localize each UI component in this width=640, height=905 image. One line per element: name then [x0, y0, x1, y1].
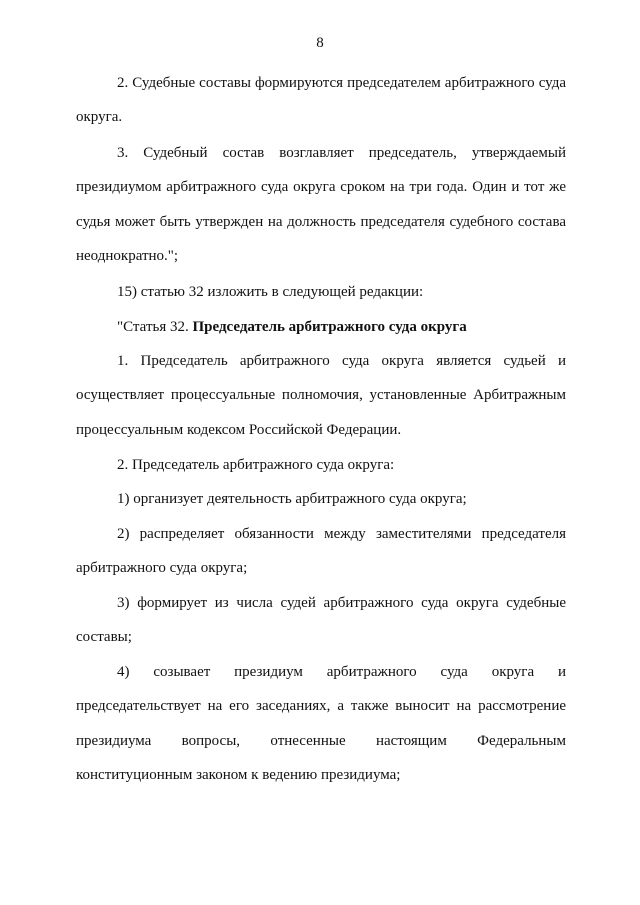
- paragraph-3-chairman: 3. Судебный состав возглавляет председатель, утверждаемый президиумом арбитражного суда округа сроком на три года. Один и тот же судья может быть утвержден на должность председателя судебного состава неоднократно.";: [76, 145, 566, 265]
- article-32-title: [76, 310, 566, 344]
- page-number: 8: [316, 35, 324, 51]
- article-32-prefix: "Статья 32.: [117, 319, 193, 335]
- article-32-item-4: 4) созывает президиум арбитражного суда округа и председательствует на его заседаниях, а также выносит на рассмотрение президиума вопросы, отнесенные настоящим Федеральным конституционным законом к ведению президиума;: [76, 664, 566, 784]
- paragraph-2-formation: 2. Судебные составы формируются председателем арбитражного суда округа.: [76, 75, 566, 126]
- article-32-part-1: 1. Председатель арбитражного суда округа является судьей и осуществляет процессуальные полномочия, установленные Арбитражным процессуальным кодексом Российской Федерации.: [76, 353, 566, 438]
- article-32-item-3: 3) формирует из числа судей арбитражного суда округа судебные составы;: [76, 595, 566, 646]
- article-32-item-1: 1) организует деятельность арбитражного суда округа;: [117, 491, 467, 507]
- article-32-heading: Председатель арбитражного суда округа: [192, 319, 467, 335]
- paragraph-item-15: 15) статью 32 изложить в следующей редакции:: [117, 284, 424, 300]
- article-32-part-2: 2. Председатель арбитражного суда округа:: [117, 457, 395, 473]
- article-32-item-2: 2) распределяет обязанности между заместителями председателя арбитражного суда округа;: [76, 526, 566, 577]
